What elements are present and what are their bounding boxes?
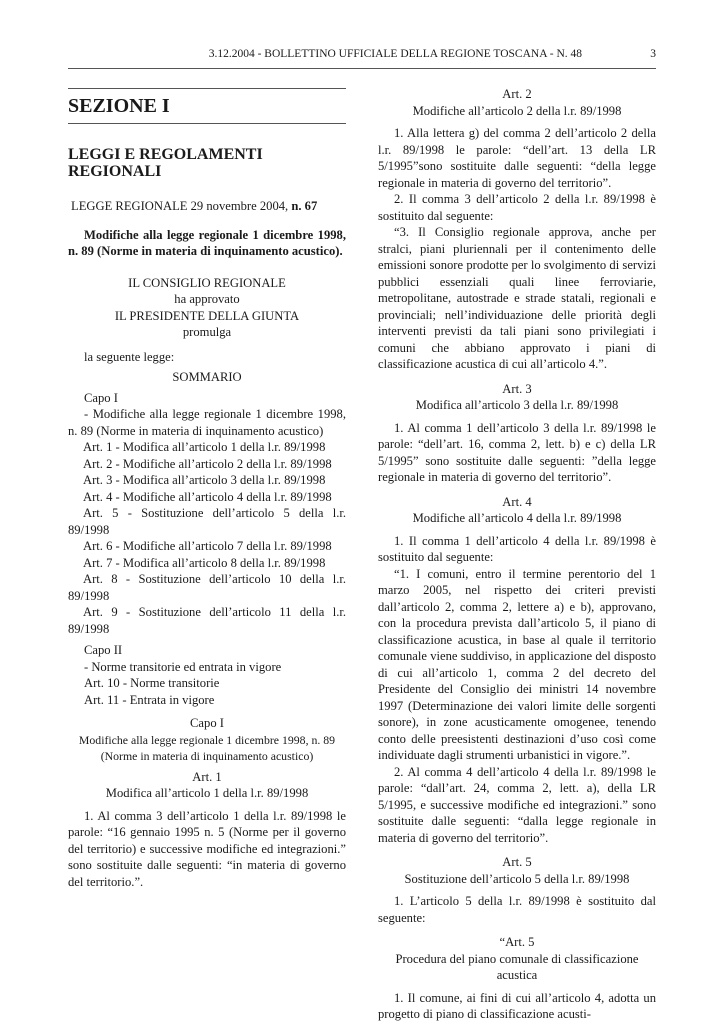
law-number: n. 67 <box>291 199 318 213</box>
intro-text: la seguente legge: <box>84 349 175 364</box>
art1-title: Modifica all’articolo 1 della l.r. 89/1998 <box>105 786 309 800</box>
sommario-item: Art. 4 - Modifiche all’articolo 4 della l.r. 89/1998 <box>83 489 332 504</box>
art1-heading: Art. 1 <box>192 769 222 784</box>
promulgation-3: IL PRESIDENTE DELLA GIUNTA <box>114 308 300 323</box>
sommario-item: Art. 11 - Entrata in vigore <box>84 692 215 707</box>
sommario-item: Art. 3 - Modifica all’articolo 3 della l.r. 89/1998 <box>83 473 326 487</box>
capo1-heading-desc: Modifiche alla legge regionale 1 dicembre 1998, n. 89 (Norme in materia di inquinamento acustico) <box>78 732 336 763</box>
sommario-item: Art. 5 - Sostituzione dell’articolo 5 della l.r. 89/1998 <box>68 506 346 537</box>
promulgation-4: promulga <box>182 325 232 339</box>
capo1-heading: Capo I <box>190 716 224 730</box>
art2-heading: Art. 2 <box>502 87 532 101</box>
sommario-item: Art. 2 - Modifiche all’articolo 2 della l.r. 89/1998 <box>83 456 332 471</box>
promulgation-1: IL CONSIGLIO REGIONALE <box>128 275 286 290</box>
art3-paragraph-1: 1. Al comma 1 dell’articolo 3 della l.r. 89/1998 le parole: “dell’art. 16, comma 2, lett. b) e c) della LR 5/1995” sono sostituite dalle seguenti: ”della legge regionale in materia di governo del territorio”. <box>378 420 656 484</box>
sommario-item: Art. 7 - Modifica all’articolo 8 della l.r. 89/1998 <box>83 555 326 570</box>
art5-quoted-heading: “Art. 5 <box>499 935 535 949</box>
art4-paragraph-2: “1. I comuni, entro il termine perentorio del 1 marzo 2005, nel rispetto dei criteri previsti dall’articolo 2, comma 2, lettere a) e b), approvano, con la procedura prevista dall’articolo 5, il piano di classificazione acustica, in base al quale il territorio comunale viene suddiviso, in applicazione del disposto di cui all’articolo 1, comma 2 del decreto del Presidente del Consiglio dei ministri 14 novembre 1997 (Determinazione dei valori limite delle sorgenti sonore), in zone acusticamente omogenee, tenendo conto delle preesistenti destinazioni d’uso così come individuate dagli strumenti urbanistici in vigore.”. <box>378 566 656 762</box>
capo2-desc: - Norme transitorie ed entrata in vigore <box>84 659 282 674</box>
section-title: SEZIONE I <box>68 89 346 124</box>
art2-title: Modifiche all’articolo 2 della l.r. 89/1998 <box>412 103 622 118</box>
subsection-title: LEGGI E REGOLAMENTI REGIONALI <box>68 146 263 180</box>
capo1-label: Capo I <box>84 390 118 405</box>
art4-paragraph-3: 2. Al comma 4 dell’articolo 4 della l.r. 89/1998 le parole: “dall’art. 24, comma 2, lett. a), della LR 5/1995, e successive modifiche ed integrazioni.” sono sostituite dalle seguenti: “dalla legge regionale in materia di governo del territorio”. <box>378 764 656 845</box>
law-line <box>68 198 346 215</box>
art2-paragraph-1: 1. Alla lettera g) del comma 2 dell’articolo 2 della l.r. 89/1998 le parole: “dell’art. 13 della LR 5/1995”sono sostituite dalle seguenti: “della legge regionale in materia di governo del territorio”. <box>378 126 656 190</box>
art4-heading: Art. 4 <box>502 494 532 509</box>
page-header <box>68 46 656 69</box>
sommario-item: Art. 10 - Norme transitorie <box>84 676 220 690</box>
right-column <box>378 86 656 1023</box>
art2-paragraph-3: “3. Il Consiglio regionale approva, anche per stralci, piani pluriennali per il contenimento delle emissioni sonore prodotte per lo svolgimento di servizi pubblici essenziali quali linee ferroviarie, metropolitane, autostrade e strade statali, regionali e provinciali; nell’individuazione delle priorità degli interventi previsti da tali piani sono privilegiati i comuni che abbiano approvato i piani di classificazione acustica di cui all’articolo 4.”. <box>378 225 656 371</box>
law-date: LEGGE REGIONALE 29 novembre 2004, <box>71 199 292 213</box>
page-number: 3 <box>650 48 656 60</box>
art1-paragraph-1: 1. Al comma 3 dell’articolo 1 della l.r. 89/1998 le parole: “16 gennaio 1995 n. 5 (Norme per il governo del territorio) e successive modifiche ed integrazioni.” sono sostituite dalle seguenti: “in materia di governo del territorio.”. <box>68 808 346 889</box>
art2-paragraph-2: 2. Il comma 3 dell’articolo 2 della l.r. 89/1998 è sostituito dal seguente: <box>378 192 656 223</box>
left-column <box>68 88 346 890</box>
capo2-label: Capo II <box>84 643 123 657</box>
sommario-item: Art. 1 - Modifica all’articolo 1 della l.r. 89/1998 <box>83 440 326 454</box>
sommario-item: Art. 6 - Modifiche all’articolo 7 della l.r. 89/1998 <box>83 539 332 553</box>
header-title: 3.12.2004 - BOLLETTINO UFFICIALE DELLA REGIONE TOSCANA - N. 48 <box>208 48 582 60</box>
art5-paragraph-2: 1. Il comune, ai fini di cui all’articolo 4, adotta un progetto di piano di classificazione acusti- <box>378 990 656 1021</box>
art3-heading: Art. 3 <box>502 381 532 396</box>
art4-title: Modifiche all’articolo 4 della l.r. 89/1998 <box>412 511 622 525</box>
sommario-heading: SOMMARIO <box>172 370 242 384</box>
sommario-item: Art. 9 - Sostituzione dell’articolo 11 della l.r. 89/1998 <box>68 605 346 636</box>
capo1-desc: - Modifiche alla legge regionale 1 dicembre 1998, n. 89 (Norme in materia di inquinamento acustico) <box>68 407 346 438</box>
art3-title: Modifica all’articolo 3 della l.r. 89/1998 <box>415 398 619 412</box>
art5-heading: Art. 5 <box>502 855 532 869</box>
promulgation-2: ha approvato <box>174 292 240 306</box>
art4-paragraph-1: 1. Il comma 1 dell’articolo 4 della l.r. 89/1998 è sostituito dal seguente: <box>378 533 656 564</box>
art5-quoted-title: Procedura del piano comunale di classificazione acustica <box>395 951 639 982</box>
art5-paragraph-1: 1. L’articolo 5 della l.r. 89/1998 è sostituito dal seguente: <box>378 894 656 925</box>
art5-title: Sostituzione dell’articolo 5 della l.r. 89/1998 <box>404 871 630 886</box>
law-title: Modifiche alla legge regionale 1 dicembre 1998, n. 89 (Norme in materia di inquinamento acustico). <box>68 227 346 258</box>
sommario-item: Art. 8 - Sostituzione dell’articolo 10 della l.r. 89/1998 <box>68 572 346 603</box>
